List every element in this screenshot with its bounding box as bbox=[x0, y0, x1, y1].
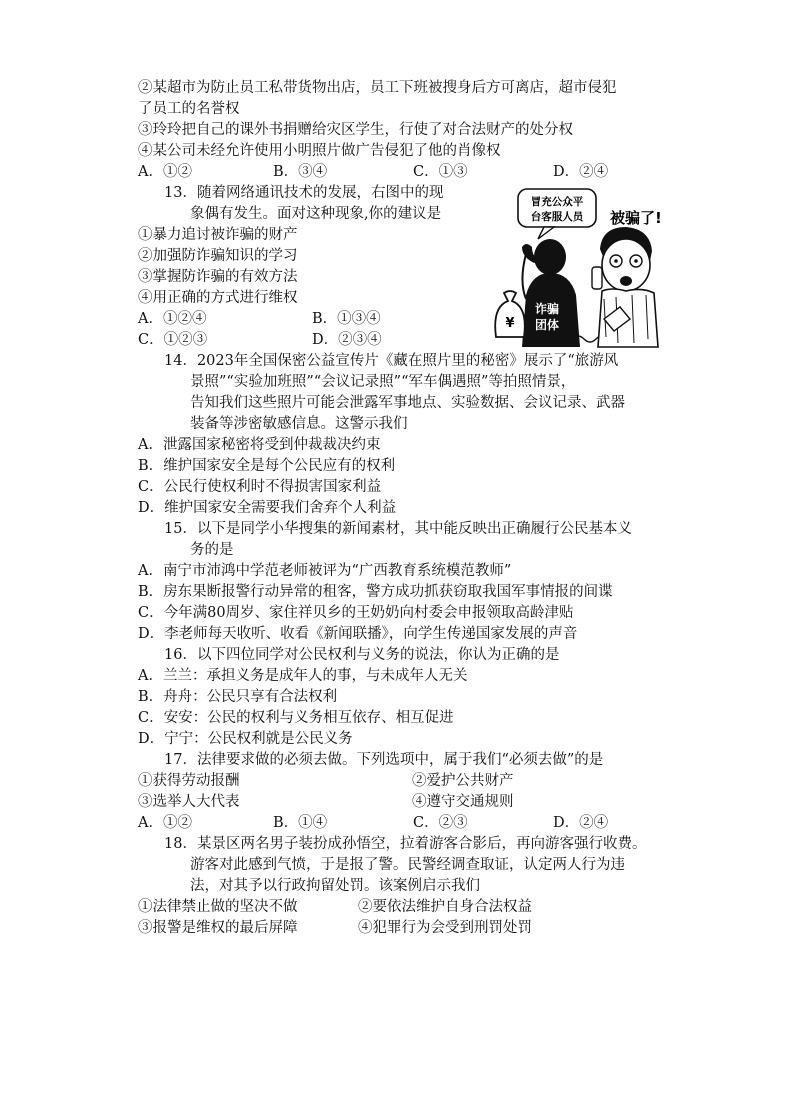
q13-item-3: ③掌握防诈骗的有效方法 bbox=[138, 269, 298, 285]
q13-item-1: ①暴力追讨被诈骗的财产 bbox=[138, 227, 298, 243]
q14-option-a[interactable]: A．泄露国家秘密将受到仲裁裁决约束 bbox=[138, 437, 381, 453]
q18-item-3: ③报警是维权的最后屏障 bbox=[138, 920, 298, 936]
q15-option-a[interactable]: A．南宁市沛鸿中学范老师被评为“广西教育系统模范教师” bbox=[138, 563, 512, 579]
q16-option-c[interactable]: C．安安：公民的权利与义务相互依存、相互促进 bbox=[138, 710, 454, 726]
q15-option-b[interactable]: B．房东果断报警行动异常的租客，警方成功抓获窃取我国军事情报的间谍 bbox=[138, 584, 613, 600]
q17-item-4: ④遵守交通规则 bbox=[412, 794, 514, 810]
gang-text-1: 诈骗 bbox=[535, 302, 560, 316]
money-bag-icon bbox=[495, 291, 525, 337]
q13-stem-1: 13．随着网络通讯技术的发展，右图中的现 bbox=[164, 185, 444, 201]
q13-option-b[interactable]: B．①③④ bbox=[312, 311, 381, 327]
fraud-cartoon bbox=[492, 187, 670, 349]
q14-stem-1: 14．2023年全国保密公益宣传片《藏在照片里的秘密》展示了“旅游风 bbox=[164, 353, 619, 369]
speech-bubble bbox=[518, 189, 596, 239]
q13-option-d[interactable]: D．②③④ bbox=[312, 332, 382, 348]
q18-items-row-1 bbox=[138, 897, 658, 917]
q18-stem-3: 法，对其予以行政拘留处罚。该案例启示我们 bbox=[190, 878, 480, 894]
q18-item-4: ④犯罪行为会受到刑罚处罚 bbox=[358, 920, 532, 936]
q13-options-row-2 bbox=[138, 330, 478, 350]
q13-option-c[interactable]: C．①②③ bbox=[138, 332, 208, 348]
q15-stem-1: 15．以下是同学小华搜集的新闻素材，其中能反映出正确履行公民基本义 bbox=[164, 521, 632, 537]
q12-options bbox=[138, 162, 658, 182]
q13-stem-2: 象偶有发生。面对这种现象,你的建议是 bbox=[190, 206, 442, 222]
q16-stem: 16．以下四位同学对公民权利与义务的说法，你认为正确的是 bbox=[164, 647, 560, 663]
q15-option-c[interactable]: C．今年满80周岁、家住祥贝乡的王奶奶向村委会申报领取高龄津贴 bbox=[138, 605, 574, 621]
q17-option-a[interactable]: A．①② bbox=[138, 815, 192, 831]
q14-option-c[interactable]: C．公民行使权利时不得损害国家利益 bbox=[138, 479, 382, 495]
q17-item-3: ③选举人大代表 bbox=[138, 794, 240, 810]
q12-option-a[interactable]: A．①② bbox=[138, 164, 192, 180]
q15-option-d[interactable]: D．李老师每天收听、收看《新闻联播》，向学生传递国家发展的声音 bbox=[138, 626, 578, 642]
q17-option-b[interactable]: B．①④ bbox=[273, 815, 328, 831]
q12-statement-4: ④某公司未经允许使用小明照片做广告侵犯了他的肖像权 bbox=[138, 143, 501, 159]
q16-option-a[interactable]: A．兰兰：承担义务是成年人的事，与未成年人无关 bbox=[138, 668, 468, 684]
q17-item-1: ①获得劳动报酬 bbox=[138, 773, 240, 789]
q15-stem-2: 务的是 bbox=[190, 542, 234, 558]
q18-stem-1: 18．某景区两名男子装扮成孙悟空，拉着游客合影后，再向游客强行收费。 bbox=[164, 836, 647, 852]
q16-option-d[interactable]: D．宁宁：公民权利就是公民义务 bbox=[138, 731, 353, 747]
q14-stem-2: 景照”“实验加班照”“会议记录照”“军车偶遇照”等拍照情景， bbox=[190, 374, 576, 390]
shout-text: 被骗了! bbox=[610, 209, 662, 227]
q17-options bbox=[138, 813, 658, 833]
q18-item-1: ①法律禁止做的坚决不做 bbox=[138, 899, 298, 915]
q17-item-2: ②爱护公共财产 bbox=[412, 773, 514, 789]
q12-statement-2b: 了员工的名誉权 bbox=[138, 101, 240, 117]
money-symbol: ¥ bbox=[505, 316, 515, 331]
q14-option-d[interactable]: D．维护国家安全需要我们舍弃个人利益 bbox=[138, 500, 397, 516]
bubble-text-2: 台客服人员 bbox=[530, 211, 584, 223]
q17-items-row-1 bbox=[138, 771, 658, 791]
q13-option-a[interactable]: A．①②④ bbox=[138, 311, 207, 327]
q14-option-b[interactable]: B．维护国家安全是每个公民应有的权利 bbox=[138, 458, 396, 474]
q16-option-b[interactable]: B．舟舟：公民只享有合法权利 bbox=[138, 689, 338, 705]
gang-text-2: 团体 bbox=[535, 318, 560, 332]
q17-option-d[interactable]: D．②④ bbox=[553, 815, 609, 831]
q17-option-c[interactable]: C．②③ bbox=[413, 815, 468, 831]
q17-items-row-2 bbox=[138, 792, 658, 812]
q12-option-d[interactable]: D．②④ bbox=[553, 164, 609, 180]
victim-figure-icon bbox=[592, 227, 658, 347]
q12-statement-3: ③玲玲把自己的课外书捐赠给灾区学生，行使了对合法财产的处分权 bbox=[138, 122, 573, 138]
q13-item-4: ④用正确的方式进行维权 bbox=[138, 290, 298, 306]
q13-item-2: ②加强防诈骗知识的学习 bbox=[138, 248, 298, 264]
bubble-text-1: 冒充公众平 bbox=[530, 196, 584, 208]
q18-items-row-2 bbox=[138, 918, 658, 938]
q18-stem-2: 游客对此感到气愤，于是报了警。民警经调查取证，认定两人行为违 bbox=[190, 857, 625, 873]
q13-options-row-1 bbox=[138, 309, 478, 329]
q18-item-2: ②要依法维护自身合法权益 bbox=[358, 899, 532, 915]
q12-option-b[interactable]: B．③④ bbox=[273, 164, 328, 180]
q14-stem-4: 装备等涉密敏感信息。这警示我们 bbox=[190, 416, 408, 432]
q14-stem-3: 告知我们这些照片可能会泄露军事地点、实验数据、会议记录、武器 bbox=[190, 395, 625, 411]
q12-option-c[interactable]: C．①③ bbox=[413, 164, 468, 180]
q12-statement-2a: ②某超市为防止员工私带货物出店，员工下班被搜身后方可离店，超市侵犯 bbox=[138, 80, 617, 96]
q17-stem: 17．法律要求做的必须去做。下列选项中，属于我们“必须去做”的是 bbox=[164, 752, 604, 768]
